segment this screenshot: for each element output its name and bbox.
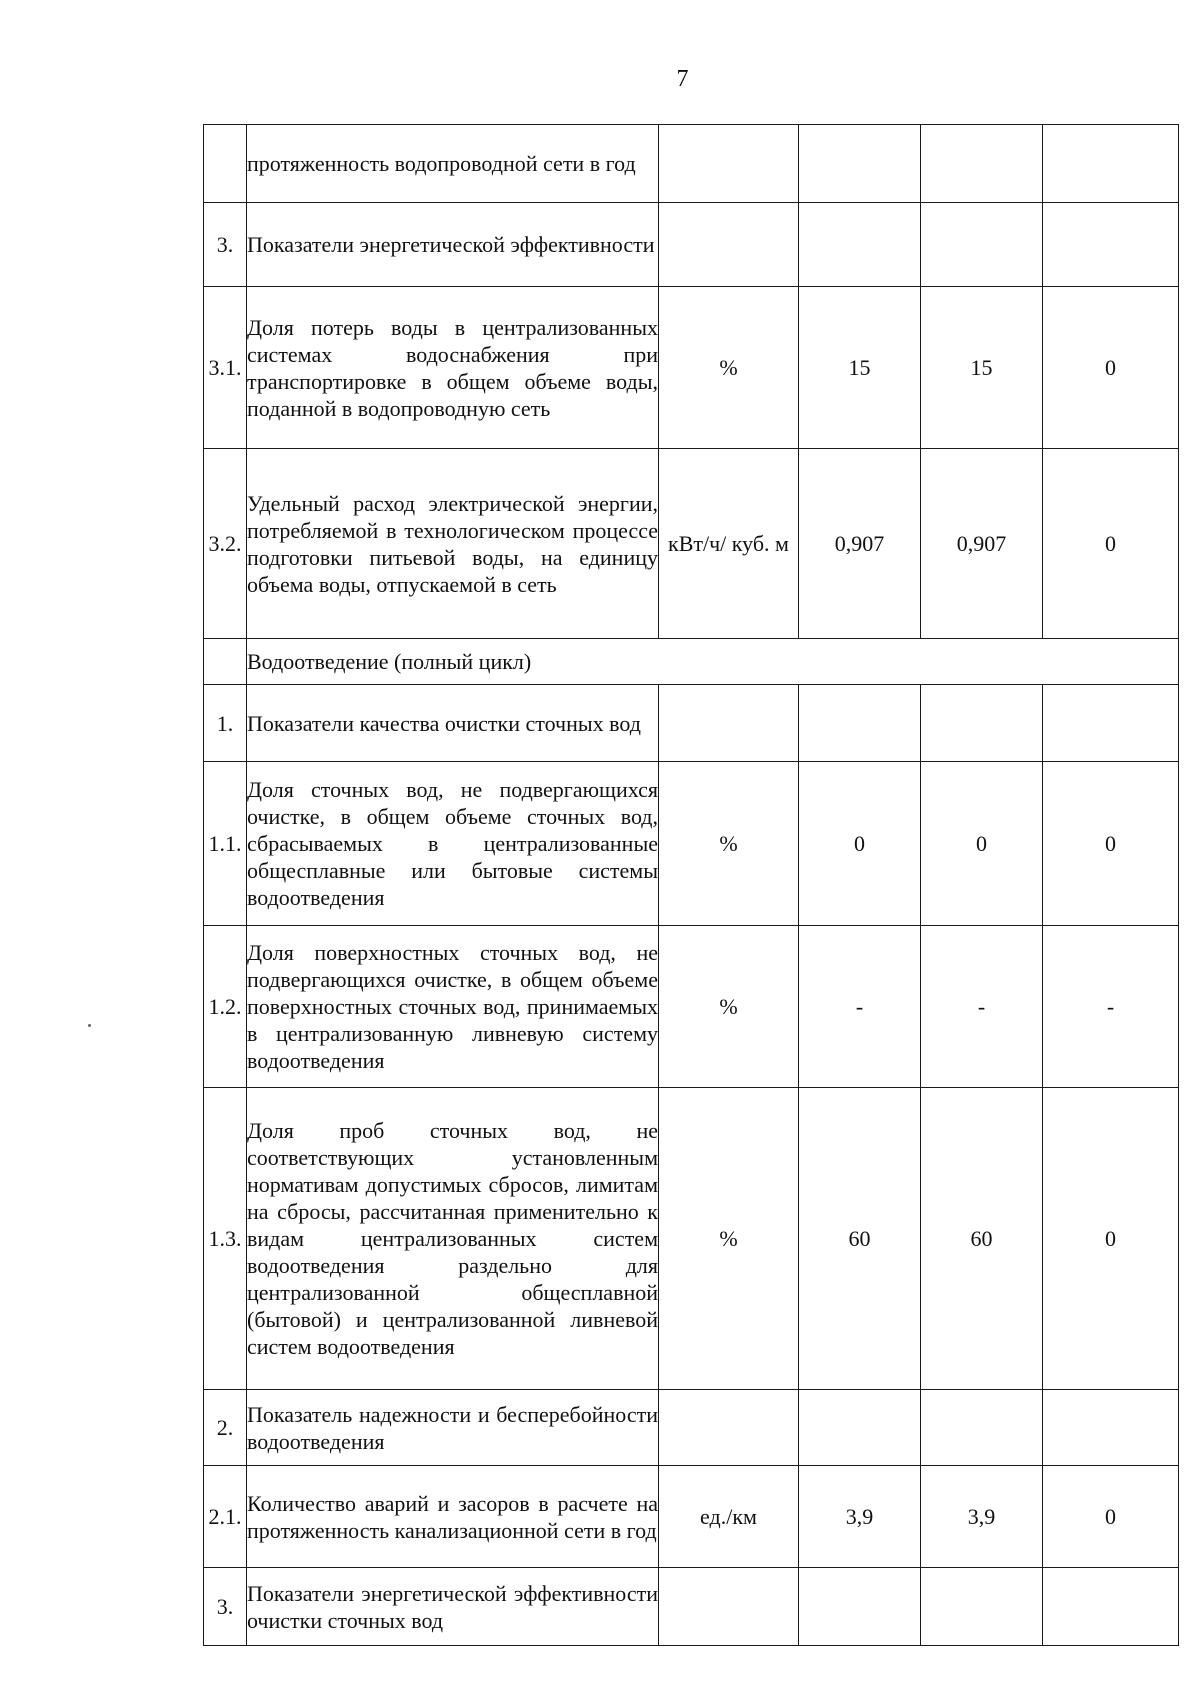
value-cell	[921, 1568, 1043, 1646]
unit-cell: %	[659, 1088, 799, 1390]
row-number	[204, 639, 247, 685]
value-cell	[799, 685, 921, 762]
page-number: 7	[676, 66, 689, 92]
unit-cell	[659, 203, 799, 287]
value-cell: 15	[799, 287, 921, 449]
value-cell: 60	[799, 1088, 921, 1390]
value-cell: -	[1043, 926, 1179, 1088]
value-cell: 3,9	[799, 1466, 921, 1568]
indicator-name: Показатели энергетической эффективности	[247, 203, 659, 287]
value-cell: 0	[1043, 449, 1179, 639]
indicator-name: Показатели энергетической эффективности очистки сточных вод	[247, 1568, 659, 1646]
value-cell: 0	[799, 762, 921, 926]
section-title: Водоотведение (полный цикл)	[247, 639, 1179, 685]
row-number: 3.2.	[204, 449, 247, 639]
unit-cell: кВт/ч/ куб. м	[659, 449, 799, 639]
value-cell: -	[921, 926, 1043, 1088]
indicator-name: Доля сточных вод, не подвергающихся очистке, в общем объеме сточных вод, сбрасываемых в централизованные общесплавные или бытовые системы водоотведения	[247, 762, 659, 926]
unit-cell	[659, 125, 799, 203]
indicator-name: Доля потерь воды в централизованных системах водоснабжения при транспортировке в общем объеме воды, поданной в водопроводную сеть	[247, 287, 659, 449]
row-number: 3.1.	[204, 287, 247, 449]
row-number: 2.1.	[204, 1466, 247, 1568]
value-cell: 0,907	[799, 449, 921, 639]
unit-cell	[659, 1568, 799, 1646]
row-number: 3.	[204, 1568, 247, 1646]
value-cell: 0	[1043, 287, 1179, 449]
value-cell	[799, 125, 921, 203]
indicators-table	[203, 124, 1179, 1646]
table-row	[204, 287, 1179, 449]
indicator-name: Количество аварий и засоров в расчете на протяженность канализационной сети в год	[247, 1466, 659, 1568]
scan-speck	[88, 1024, 91, 1027]
table-row	[204, 685, 1179, 762]
row-number	[204, 125, 247, 203]
value-cell	[921, 1390, 1043, 1466]
indicator-name: Удельный расход электрической энергии, потребляемой в технологическом процессе подготовки питьевой воды, на единицу объема воды, отпускаемой в сеть	[247, 449, 659, 639]
table-row	[204, 1466, 1179, 1568]
indicator-name: Доля поверхностных сточных вод, не подвергающихся очистке, в общем объеме поверхностных сточных вод, принимаемых в централизованную ливневую систему водоотведения	[247, 926, 659, 1088]
value-cell	[921, 203, 1043, 287]
value-cell	[799, 203, 921, 287]
value-cell: 0,907	[921, 449, 1043, 639]
value-cell	[799, 1568, 921, 1646]
value-cell: 15	[921, 287, 1043, 449]
value-cell	[799, 1390, 921, 1466]
value-cell: -	[799, 926, 921, 1088]
value-cell: 0	[1043, 762, 1179, 926]
value-cell	[921, 125, 1043, 203]
row-number: 3.	[204, 203, 247, 287]
table-row	[204, 762, 1179, 926]
value-cell: 3,9	[921, 1466, 1043, 1568]
value-cell	[1043, 203, 1179, 287]
row-number: 1.2.	[204, 926, 247, 1088]
unit-cell: ед./км	[659, 1466, 799, 1568]
section-row	[204, 639, 1179, 685]
value-cell	[1043, 685, 1179, 762]
indicator-name: Показатели качества очистки сточных вод	[247, 685, 659, 762]
row-number: 1.	[204, 685, 247, 762]
table-row	[204, 1390, 1179, 1466]
row-number: 1.1.	[204, 762, 247, 926]
value-cell	[1043, 1390, 1179, 1466]
row-number: 1.3.	[204, 1088, 247, 1390]
indicator-name: Показатель надежности и бесперебойности водоотведения	[247, 1390, 659, 1466]
value-cell: 60	[921, 1088, 1043, 1390]
table-row	[204, 926, 1179, 1088]
table-row	[204, 1568, 1179, 1646]
value-cell: 0	[1043, 1466, 1179, 1568]
value-cell	[1043, 125, 1179, 203]
indicator-name: Доля проб сточных вод, не соответствующих установленным нормативам допустимых сбросов, лимитам на сбросы, рассчитанная применительно к видам централизованных систем водоотведения раздельно для централизованной общесплавной (бытовой) и централизованной ливневой систем водоотведения	[247, 1088, 659, 1390]
table-row	[204, 1088, 1179, 1390]
unit-cell: %	[659, 287, 799, 449]
unit-cell	[659, 1390, 799, 1466]
row-number: 2.	[204, 1390, 247, 1466]
value-cell: 0	[1043, 1088, 1179, 1390]
indicator-name: протяженность водопроводной сети в год	[247, 125, 659, 203]
table-row	[204, 203, 1179, 287]
value-cell	[1043, 1568, 1179, 1646]
unit-cell	[659, 685, 799, 762]
unit-cell: %	[659, 762, 799, 926]
value-cell	[921, 685, 1043, 762]
table-row	[204, 125, 1179, 203]
table-row	[204, 449, 1179, 639]
value-cell: 0	[921, 762, 1043, 926]
unit-cell: %	[659, 926, 799, 1088]
